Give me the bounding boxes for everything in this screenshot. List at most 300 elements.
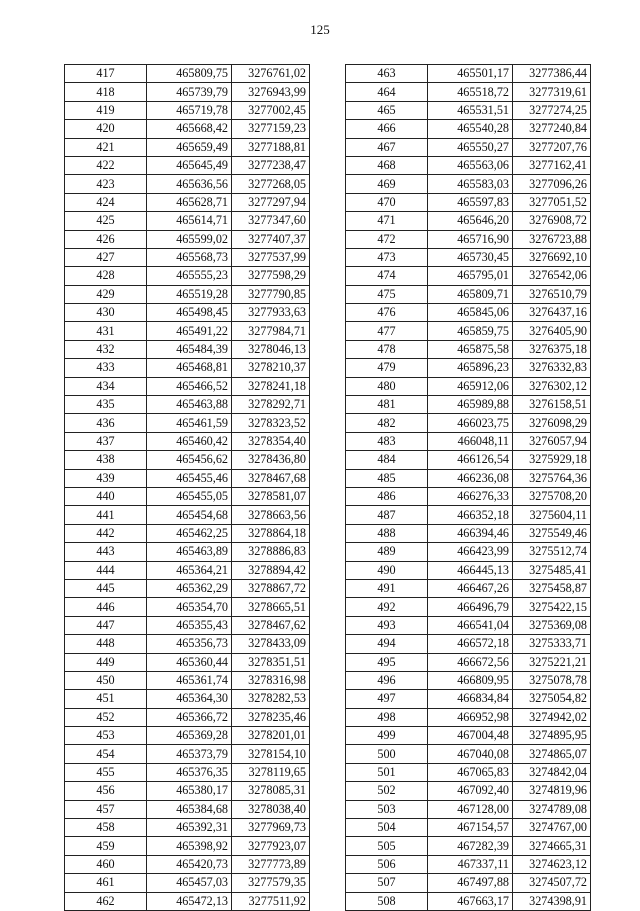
- y-coordinate-cell: 3274842,04: [513, 763, 591, 781]
- point-number-cell: 419: [65, 101, 147, 119]
- y-coordinate-cell: 3278864,18: [232, 524, 310, 542]
- y-coordinate-cell: 3277579,35: [232, 874, 310, 892]
- y-coordinate-cell: 3277238,47: [232, 156, 310, 174]
- y-coordinate-cell: 3276375,18: [513, 340, 591, 358]
- table-row: [346, 451, 591, 469]
- y-coordinate-cell: 3276723,88: [513, 230, 591, 248]
- y-coordinate-cell: 3278154,10: [232, 745, 310, 763]
- y-coordinate-cell: 3275422,15: [513, 598, 591, 616]
- y-coordinate-cell: 3275458,87: [513, 579, 591, 597]
- x-coordinate-cell: 465366,72: [147, 708, 232, 726]
- point-number-cell: 434: [65, 377, 147, 395]
- coordinates-table-left: [64, 64, 310, 911]
- table-row: [346, 212, 591, 230]
- table-row: [346, 635, 591, 653]
- x-coordinate-cell: 465472,13: [147, 892, 232, 910]
- table-row: [65, 708, 310, 726]
- y-coordinate-cell: 3276437,16: [513, 304, 591, 322]
- y-coordinate-cell: 3275485,41: [513, 561, 591, 579]
- point-number-cell: 507: [346, 874, 428, 892]
- y-coordinate-cell: 3278210,37: [232, 359, 310, 377]
- point-number-cell: 504: [346, 819, 428, 837]
- point-number-cell: 474: [346, 267, 428, 285]
- y-coordinate-cell: 3274895,95: [513, 727, 591, 745]
- x-coordinate-cell: 465568,73: [147, 248, 232, 266]
- page-number: 125: [310, 22, 330, 37]
- y-coordinate-cell: 3277923,07: [232, 837, 310, 855]
- y-coordinate-cell: 3276057,94: [513, 432, 591, 450]
- x-coordinate-cell: 465896,23: [428, 359, 513, 377]
- x-coordinate-cell: 465373,79: [147, 745, 232, 763]
- x-coordinate-cell: 466672,56: [428, 653, 513, 671]
- y-coordinate-cell: 3275708,20: [513, 487, 591, 505]
- point-number-cell: 500: [346, 745, 428, 763]
- table-row: [65, 340, 310, 358]
- table-row: [65, 800, 310, 818]
- point-number-cell: 466: [346, 120, 428, 138]
- table-row: [65, 83, 310, 101]
- point-number-cell: 475: [346, 285, 428, 303]
- point-number-cell: 424: [65, 193, 147, 211]
- y-coordinate-cell: 3275221,21: [513, 653, 591, 671]
- table-row: [65, 819, 310, 837]
- point-number-cell: 490: [346, 561, 428, 579]
- x-coordinate-cell: 465668,42: [147, 120, 232, 138]
- y-coordinate-cell: 3278323,52: [232, 414, 310, 432]
- x-coordinate-cell: 467040,08: [428, 745, 513, 763]
- x-coordinate-cell: 466423,99: [428, 543, 513, 561]
- y-coordinate-cell: 3278201,01: [232, 727, 310, 745]
- y-coordinate-cell: 3276542,06: [513, 267, 591, 285]
- x-coordinate-cell: 465646,20: [428, 212, 513, 230]
- table-row: [346, 616, 591, 634]
- x-coordinate-cell: 465659,49: [147, 138, 232, 156]
- point-number-cell: 485: [346, 469, 428, 487]
- y-coordinate-cell: 3275549,46: [513, 524, 591, 542]
- point-number-cell: 465: [346, 101, 428, 119]
- point-number-cell: 435: [65, 396, 147, 414]
- table-row: [346, 800, 591, 818]
- table-row: [65, 727, 310, 745]
- point-number-cell: 472: [346, 230, 428, 248]
- table-row: [65, 579, 310, 597]
- table-row: [346, 193, 591, 211]
- x-coordinate-cell: 465456,62: [147, 451, 232, 469]
- point-number-cell: 428: [65, 267, 147, 285]
- table-row: [346, 690, 591, 708]
- x-coordinate-cell: 467663,17: [428, 892, 513, 910]
- point-number-cell: 431: [65, 322, 147, 340]
- y-coordinate-cell: 3277162,41: [513, 156, 591, 174]
- y-coordinate-cell: 3274865,07: [513, 745, 591, 763]
- y-coordinate-cell: 3276761,02: [232, 65, 310, 83]
- x-coordinate-cell: 467337,11: [428, 855, 513, 873]
- x-coordinate-cell: 465599,02: [147, 230, 232, 248]
- x-coordinate-cell: 465989,88: [428, 396, 513, 414]
- point-number-cell: 447: [65, 616, 147, 634]
- point-number-cell: 423: [65, 175, 147, 193]
- point-number-cell: 441: [65, 506, 147, 524]
- x-coordinate-cell: 465716,90: [428, 230, 513, 248]
- table-row: [346, 763, 591, 781]
- point-number-cell: 462: [65, 892, 147, 910]
- y-coordinate-cell: 3278467,62: [232, 616, 310, 634]
- table-row: [346, 561, 591, 579]
- x-coordinate-cell: 465462,25: [147, 524, 232, 542]
- point-number-cell: 477: [346, 322, 428, 340]
- y-coordinate-cell: 3275054,82: [513, 690, 591, 708]
- y-coordinate-cell: 3278354,40: [232, 432, 310, 450]
- table-row: [346, 579, 591, 597]
- x-coordinate-cell: 465730,45: [428, 248, 513, 266]
- x-coordinate-cell: 465912,06: [428, 377, 513, 395]
- table-row: [65, 212, 310, 230]
- x-coordinate-cell: 465859,75: [428, 322, 513, 340]
- x-coordinate-cell: 466352,18: [428, 506, 513, 524]
- table-row: [65, 524, 310, 542]
- y-coordinate-cell: 3275369,08: [513, 616, 591, 634]
- y-coordinate-cell: 3277537,99: [232, 248, 310, 266]
- y-coordinate-cell: 3278316,98: [232, 671, 310, 689]
- x-coordinate-cell: 465875,58: [428, 340, 513, 358]
- x-coordinate-cell: 465392,31: [147, 819, 232, 837]
- y-coordinate-cell: 3276692,10: [513, 248, 591, 266]
- point-number-cell: 495: [346, 653, 428, 671]
- x-coordinate-cell: 465739,79: [147, 83, 232, 101]
- point-number-cell: 449: [65, 653, 147, 671]
- table-row: [65, 359, 310, 377]
- table-row: [346, 230, 591, 248]
- point-number-cell: 458: [65, 819, 147, 837]
- y-coordinate-cell: 3274665,31: [513, 837, 591, 855]
- table-row: [65, 855, 310, 873]
- point-number-cell: 463: [346, 65, 428, 83]
- table-row: [346, 819, 591, 837]
- point-number-cell: 448: [65, 635, 147, 653]
- point-number-cell: 487: [346, 506, 428, 524]
- table-row: [346, 414, 591, 432]
- table-row: [346, 120, 591, 138]
- y-coordinate-cell: 3277969,73: [232, 819, 310, 837]
- point-number-cell: 508: [346, 892, 428, 910]
- x-coordinate-cell: 467004,48: [428, 727, 513, 745]
- y-coordinate-cell: 3278282,53: [232, 690, 310, 708]
- point-number-cell: 438: [65, 451, 147, 469]
- x-coordinate-cell: 467065,83: [428, 763, 513, 781]
- y-coordinate-cell: 3274623,12: [513, 855, 591, 873]
- x-coordinate-cell: 465361,74: [147, 671, 232, 689]
- table-row: [65, 193, 310, 211]
- y-coordinate-cell: 3275764,36: [513, 469, 591, 487]
- table-row: [65, 451, 310, 469]
- y-coordinate-cell: 3277051,52: [513, 193, 591, 211]
- table-row: [65, 874, 310, 892]
- point-number-cell: 502: [346, 782, 428, 800]
- table-row: [346, 653, 591, 671]
- table-row: [346, 432, 591, 450]
- y-coordinate-cell: 3278038,40: [232, 800, 310, 818]
- y-coordinate-cell: 3274398,91: [513, 892, 591, 910]
- x-coordinate-cell: 465356,73: [147, 635, 232, 653]
- x-coordinate-cell: 465555,23: [147, 267, 232, 285]
- point-number-cell: 484: [346, 451, 428, 469]
- y-coordinate-cell: 3274942,02: [513, 708, 591, 726]
- y-coordinate-cell: 3277347,60: [232, 212, 310, 230]
- point-number-cell: 446: [65, 598, 147, 616]
- y-coordinate-cell: 3277598,29: [232, 267, 310, 285]
- point-number-cell: 503: [346, 800, 428, 818]
- y-coordinate-cell: 3276510,79: [513, 285, 591, 303]
- x-coordinate-cell: 465845,06: [428, 304, 513, 322]
- point-number-cell: 501: [346, 763, 428, 781]
- point-number-cell: 426: [65, 230, 147, 248]
- y-coordinate-cell: 3274507,72: [513, 874, 591, 892]
- table-row: [346, 175, 591, 193]
- table-row: [346, 285, 591, 303]
- table-row: [65, 763, 310, 781]
- table-row: [346, 598, 591, 616]
- table-row: [65, 671, 310, 689]
- table-row: [65, 396, 310, 414]
- point-number-cell: 469: [346, 175, 428, 193]
- x-coordinate-cell: 465463,88: [147, 396, 232, 414]
- x-coordinate-cell: 465636,56: [147, 175, 232, 193]
- x-coordinate-cell: 465380,17: [147, 782, 232, 800]
- y-coordinate-cell: 3278235,46: [232, 708, 310, 726]
- y-coordinate-cell: 3277297,94: [232, 193, 310, 211]
- point-number-cell: 436: [65, 414, 147, 432]
- table-row: [65, 248, 310, 266]
- point-number-cell: 494: [346, 635, 428, 653]
- y-coordinate-cell: 3275512,74: [513, 543, 591, 561]
- point-number-cell: 492: [346, 598, 428, 616]
- point-number-cell: 451: [65, 690, 147, 708]
- y-coordinate-cell: 3278663,56: [232, 506, 310, 524]
- y-coordinate-cell: 3277790,85: [232, 285, 310, 303]
- table-row: [65, 120, 310, 138]
- point-number-cell: 430: [65, 304, 147, 322]
- table-row: [65, 322, 310, 340]
- x-coordinate-cell: 465457,03: [147, 874, 232, 892]
- y-coordinate-cell: 3276943,99: [232, 83, 310, 101]
- x-coordinate-cell: 465583,03: [428, 175, 513, 193]
- x-coordinate-cell: 466572,18: [428, 635, 513, 653]
- x-coordinate-cell: 465455,05: [147, 487, 232, 505]
- y-coordinate-cell: 3277511,92: [232, 892, 310, 910]
- y-coordinate-cell: 3278433,09: [232, 635, 310, 653]
- x-coordinate-cell: 466952,98: [428, 708, 513, 726]
- y-coordinate-cell: 3277773,89: [232, 855, 310, 873]
- y-coordinate-cell: 3277984,71: [232, 322, 310, 340]
- table-row: [346, 506, 591, 524]
- point-number-cell: 499: [346, 727, 428, 745]
- point-number-cell: 439: [65, 469, 147, 487]
- y-coordinate-cell: 3278886,83: [232, 543, 310, 561]
- point-number-cell: 427: [65, 248, 147, 266]
- x-coordinate-cell: 465645,49: [147, 156, 232, 174]
- point-number-cell: 454: [65, 745, 147, 763]
- table-row: [65, 138, 310, 156]
- point-number-cell: 452: [65, 708, 147, 726]
- x-coordinate-cell: 465719,78: [147, 101, 232, 119]
- point-number-cell: 468: [346, 156, 428, 174]
- point-number-cell: 418: [65, 83, 147, 101]
- x-coordinate-cell: 467154,57: [428, 819, 513, 837]
- table-row: [346, 487, 591, 505]
- table-row: [346, 782, 591, 800]
- y-coordinate-cell: 3276302,12: [513, 377, 591, 395]
- y-coordinate-cell: 3274767,00: [513, 819, 591, 837]
- point-number-cell: 488: [346, 524, 428, 542]
- x-coordinate-cell: 466023,75: [428, 414, 513, 432]
- table-row: [65, 506, 310, 524]
- table-row: [65, 101, 310, 119]
- point-number-cell: 476: [346, 304, 428, 322]
- y-coordinate-cell: 3277274,25: [513, 101, 591, 119]
- table-row: [346, 340, 591, 358]
- x-coordinate-cell: 465384,68: [147, 800, 232, 818]
- table-row: [346, 248, 591, 266]
- point-number-cell: 491: [346, 579, 428, 597]
- y-coordinate-cell: 3277407,37: [232, 230, 310, 248]
- point-number-cell: 496: [346, 671, 428, 689]
- y-coordinate-cell: 3276908,72: [513, 212, 591, 230]
- y-coordinate-cell: 3277319,61: [513, 83, 591, 101]
- table-row: [346, 359, 591, 377]
- table-row: [65, 635, 310, 653]
- table-row: [346, 727, 591, 745]
- table-row: [346, 156, 591, 174]
- table-row: [346, 469, 591, 487]
- point-number-cell: 443: [65, 543, 147, 561]
- table-row: [346, 101, 591, 119]
- point-number-cell: 433: [65, 359, 147, 377]
- y-coordinate-cell: 3278581,07: [232, 487, 310, 505]
- x-coordinate-cell: 466809,95: [428, 671, 513, 689]
- x-coordinate-cell: 465809,71: [428, 285, 513, 303]
- table-row: [65, 267, 310, 285]
- point-number-cell: 486: [346, 487, 428, 505]
- point-number-cell: 506: [346, 855, 428, 873]
- y-coordinate-cell: 3276405,90: [513, 322, 591, 340]
- table-row: [346, 304, 591, 322]
- x-coordinate-cell: 467128,00: [428, 800, 513, 818]
- y-coordinate-cell: 3277386,44: [513, 65, 591, 83]
- table-row: [346, 377, 591, 395]
- point-number-cell: 445: [65, 579, 147, 597]
- table-row: [346, 837, 591, 855]
- point-number-cell: 498: [346, 708, 428, 726]
- point-number-cell: 482: [346, 414, 428, 432]
- x-coordinate-cell: 465360,44: [147, 653, 232, 671]
- y-coordinate-cell: 3278894,42: [232, 561, 310, 579]
- y-coordinate-cell: 3277002,45: [232, 101, 310, 119]
- y-coordinate-cell: 3278046,13: [232, 340, 310, 358]
- y-coordinate-cell: 3277207,76: [513, 138, 591, 156]
- x-coordinate-cell: 466467,26: [428, 579, 513, 597]
- y-coordinate-cell: 3275078,78: [513, 671, 591, 689]
- table-row: [65, 837, 310, 855]
- x-coordinate-cell: 466126,54: [428, 451, 513, 469]
- point-number-cell: 467: [346, 138, 428, 156]
- point-number-cell: 420: [65, 120, 147, 138]
- table-row: [65, 598, 310, 616]
- table-row: [65, 285, 310, 303]
- table-row: [65, 230, 310, 248]
- point-number-cell: 481: [346, 396, 428, 414]
- table-row: [65, 175, 310, 193]
- table-row: [346, 855, 591, 873]
- x-coordinate-cell: 465420,73: [147, 855, 232, 873]
- x-coordinate-cell: 465461,59: [147, 414, 232, 432]
- point-number-cell: 493: [346, 616, 428, 634]
- x-coordinate-cell: 465355,43: [147, 616, 232, 634]
- x-coordinate-cell: 465597,83: [428, 193, 513, 211]
- point-number-cell: 425: [65, 212, 147, 230]
- point-number-cell: 444: [65, 561, 147, 579]
- table-row: [346, 708, 591, 726]
- table-row: [346, 267, 591, 285]
- point-number-cell: 479: [346, 359, 428, 377]
- x-coordinate-cell: 467282,39: [428, 837, 513, 855]
- x-coordinate-cell: 465614,71: [147, 212, 232, 230]
- x-coordinate-cell: 465563,06: [428, 156, 513, 174]
- table-row: [346, 745, 591, 763]
- point-number-cell: 450: [65, 671, 147, 689]
- x-coordinate-cell: 466236,08: [428, 469, 513, 487]
- x-coordinate-cell: 466496,79: [428, 598, 513, 616]
- x-coordinate-cell: 465498,45: [147, 304, 232, 322]
- table-row: [65, 377, 310, 395]
- coordinates-table-right: [345, 64, 591, 911]
- point-number-cell: 473: [346, 248, 428, 266]
- y-coordinate-cell: 3277268,05: [232, 175, 310, 193]
- y-coordinate-cell: 3274789,08: [513, 800, 591, 818]
- point-number-cell: 442: [65, 524, 147, 542]
- x-coordinate-cell: 465550,27: [428, 138, 513, 156]
- y-coordinate-cell: 3276098,29: [513, 414, 591, 432]
- x-coordinate-cell: 466394,46: [428, 524, 513, 542]
- table-row: [65, 782, 310, 800]
- x-coordinate-cell: 465364,21: [147, 561, 232, 579]
- point-number-cell: 471: [346, 212, 428, 230]
- table-row: [65, 469, 310, 487]
- x-coordinate-cell: 466834,84: [428, 690, 513, 708]
- point-number-cell: 440: [65, 487, 147, 505]
- y-coordinate-cell: 3277159,23: [232, 120, 310, 138]
- y-coordinate-cell: 3278436,80: [232, 451, 310, 469]
- y-coordinate-cell: 3278351,51: [232, 653, 310, 671]
- point-number-cell: 459: [65, 837, 147, 855]
- y-coordinate-cell: 3278085,31: [232, 782, 310, 800]
- table-row: [346, 396, 591, 414]
- table-row: [346, 524, 591, 542]
- y-coordinate-cell: 3277240,84: [513, 120, 591, 138]
- y-coordinate-cell: 3278867,72: [232, 579, 310, 597]
- point-number-cell: 422: [65, 156, 147, 174]
- table-row: [65, 304, 310, 322]
- y-coordinate-cell: 3277188,81: [232, 138, 310, 156]
- table-row: [65, 414, 310, 432]
- x-coordinate-cell: 465795,01: [428, 267, 513, 285]
- point-number-cell: 460: [65, 855, 147, 873]
- x-coordinate-cell: 465398,92: [147, 837, 232, 855]
- x-coordinate-cell: 465518,72: [428, 83, 513, 101]
- point-number-cell: 429: [65, 285, 147, 303]
- point-number-cell: 470: [346, 193, 428, 211]
- x-coordinate-cell: 466048,11: [428, 432, 513, 450]
- table-row: [346, 83, 591, 101]
